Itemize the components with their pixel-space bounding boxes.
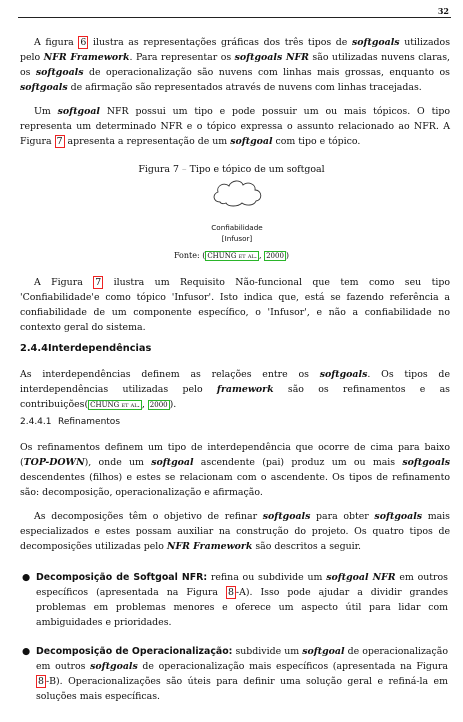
figure-source: Fonte: ( CHUNG et al. , 2000 ) xyxy=(173,251,290,260)
figure-6-link[interactable]: 6 xyxy=(80,37,87,48)
cloud-label-type: Confiabilidade xyxy=(211,223,263,232)
cloud-label xyxy=(190,222,284,244)
bullet-icon: ● xyxy=(22,572,31,583)
bullet-icon: ● xyxy=(22,646,31,657)
paragraph-interdependencias: As interdependências definem as relações entre os softgoals. Os tipos de interdependências utilizadas pelo framework são os refinamentos e as contribuições( CHUNG et al. , 2000 ). xyxy=(20,369,450,410)
figure-8-link[interactable]: 8 xyxy=(227,587,234,598)
figure-7-link[interactable]: 7 xyxy=(95,277,102,288)
cloud-label-topic: [Infusor] xyxy=(221,234,253,243)
citation-link[interactable]: CHUNG et al. xyxy=(90,401,140,409)
softgoal-cloud-icon xyxy=(210,178,264,208)
paragraph-softgoal-type-topic: Um softgoal NFR possui um tipo e pode possuir um ou mais tópicos. O tipo representa um determinado NFR e o tópico expressa o assunto relacionado ao NFR. A Figura 7 apresenta a representação de um softgoal com tipo e tópico. xyxy=(20,106,450,147)
citation-link[interactable]: CHUNG et al. xyxy=(207,252,257,260)
subsection-heading: 2.4.4.1 Refinamentos xyxy=(20,417,121,427)
figure-8-link[interactable]: 8 xyxy=(38,676,44,687)
figure-7-link[interactable]: 7 xyxy=(56,136,63,147)
paragraph-figure7-explanation: A Figura 7 ilustra um Requisito Não-funcional que tem como seu tipo 'Confiabilidade'e como tópico 'Infusor'. Isto indica que, está se fazendo referência a confiabilidade de um componente específico, o 'Infusor', e não a confiabilidade no contexto geral do sistema. xyxy=(20,277,451,333)
citation-year-link[interactable]: 2000 xyxy=(266,252,284,260)
paragraph-decomposicoes: As decomposições têm o objetivo de refinar softgoals para obter softgoals mais especializados e estes possam auxiliar na construção do projeto. Os quatro tipos de decomposições utilizadas pelo NFR Framework são descritos a seguir. xyxy=(20,511,450,552)
list-item: ● Decomposição de Operacionalização: subdivide um softgoal de operacionalização em outros softgoals de operacionalização mais específicos (apresentada na Figura 8 -B). Operacionalizações são úteis para definir uma solução geral e refiná-la em soluções mais específicas. xyxy=(22,646,448,702)
figure-title: Figura 7 – Tipo e tópico de um softgoal xyxy=(138,164,325,175)
page-number: 32 xyxy=(437,6,449,16)
header-rule xyxy=(18,17,451,18)
paragraph-refinamentos: Os refinamentos definem um tipo de interdependência que ocorre de cima para baixo (TOP-DOWN), onde um softgoal ascendente (pai) produz um ou mais softgoals descendentes (filhos) e estes se relacionam com o ascendente. Os tipos de refinamento são: decomposição, operacionalização e afirmação. xyxy=(20,442,450,498)
list-item: ● Decomposição de Softgoal NFR: refina ou subdivide um softgoal NFR em outros específicos (apresentada na Figura 8 -A). Isso pode ajudar a dividir grandes problemas em problemas menores e oferece um aspecto útil para lidar com ambiguidades e prioridades. xyxy=(22,572,449,628)
paragraph-figure6-intro: A figura 6 ilustra as representações gráficas dos três tipos de softgoals utilizados pelo NFR Framework. Para representar os softgoals NFR são utilizadas nuvens claras, os softgoals de operacionalização são nuvens com linhas mais grossas, enquanto os softgoals de afirmação são representados através de nuvens com linhas tracejadas. xyxy=(20,37,451,93)
citation-year-link[interactable]: 2000 xyxy=(149,401,168,409)
section-heading: 2.4.4Interdependências xyxy=(20,343,152,354)
